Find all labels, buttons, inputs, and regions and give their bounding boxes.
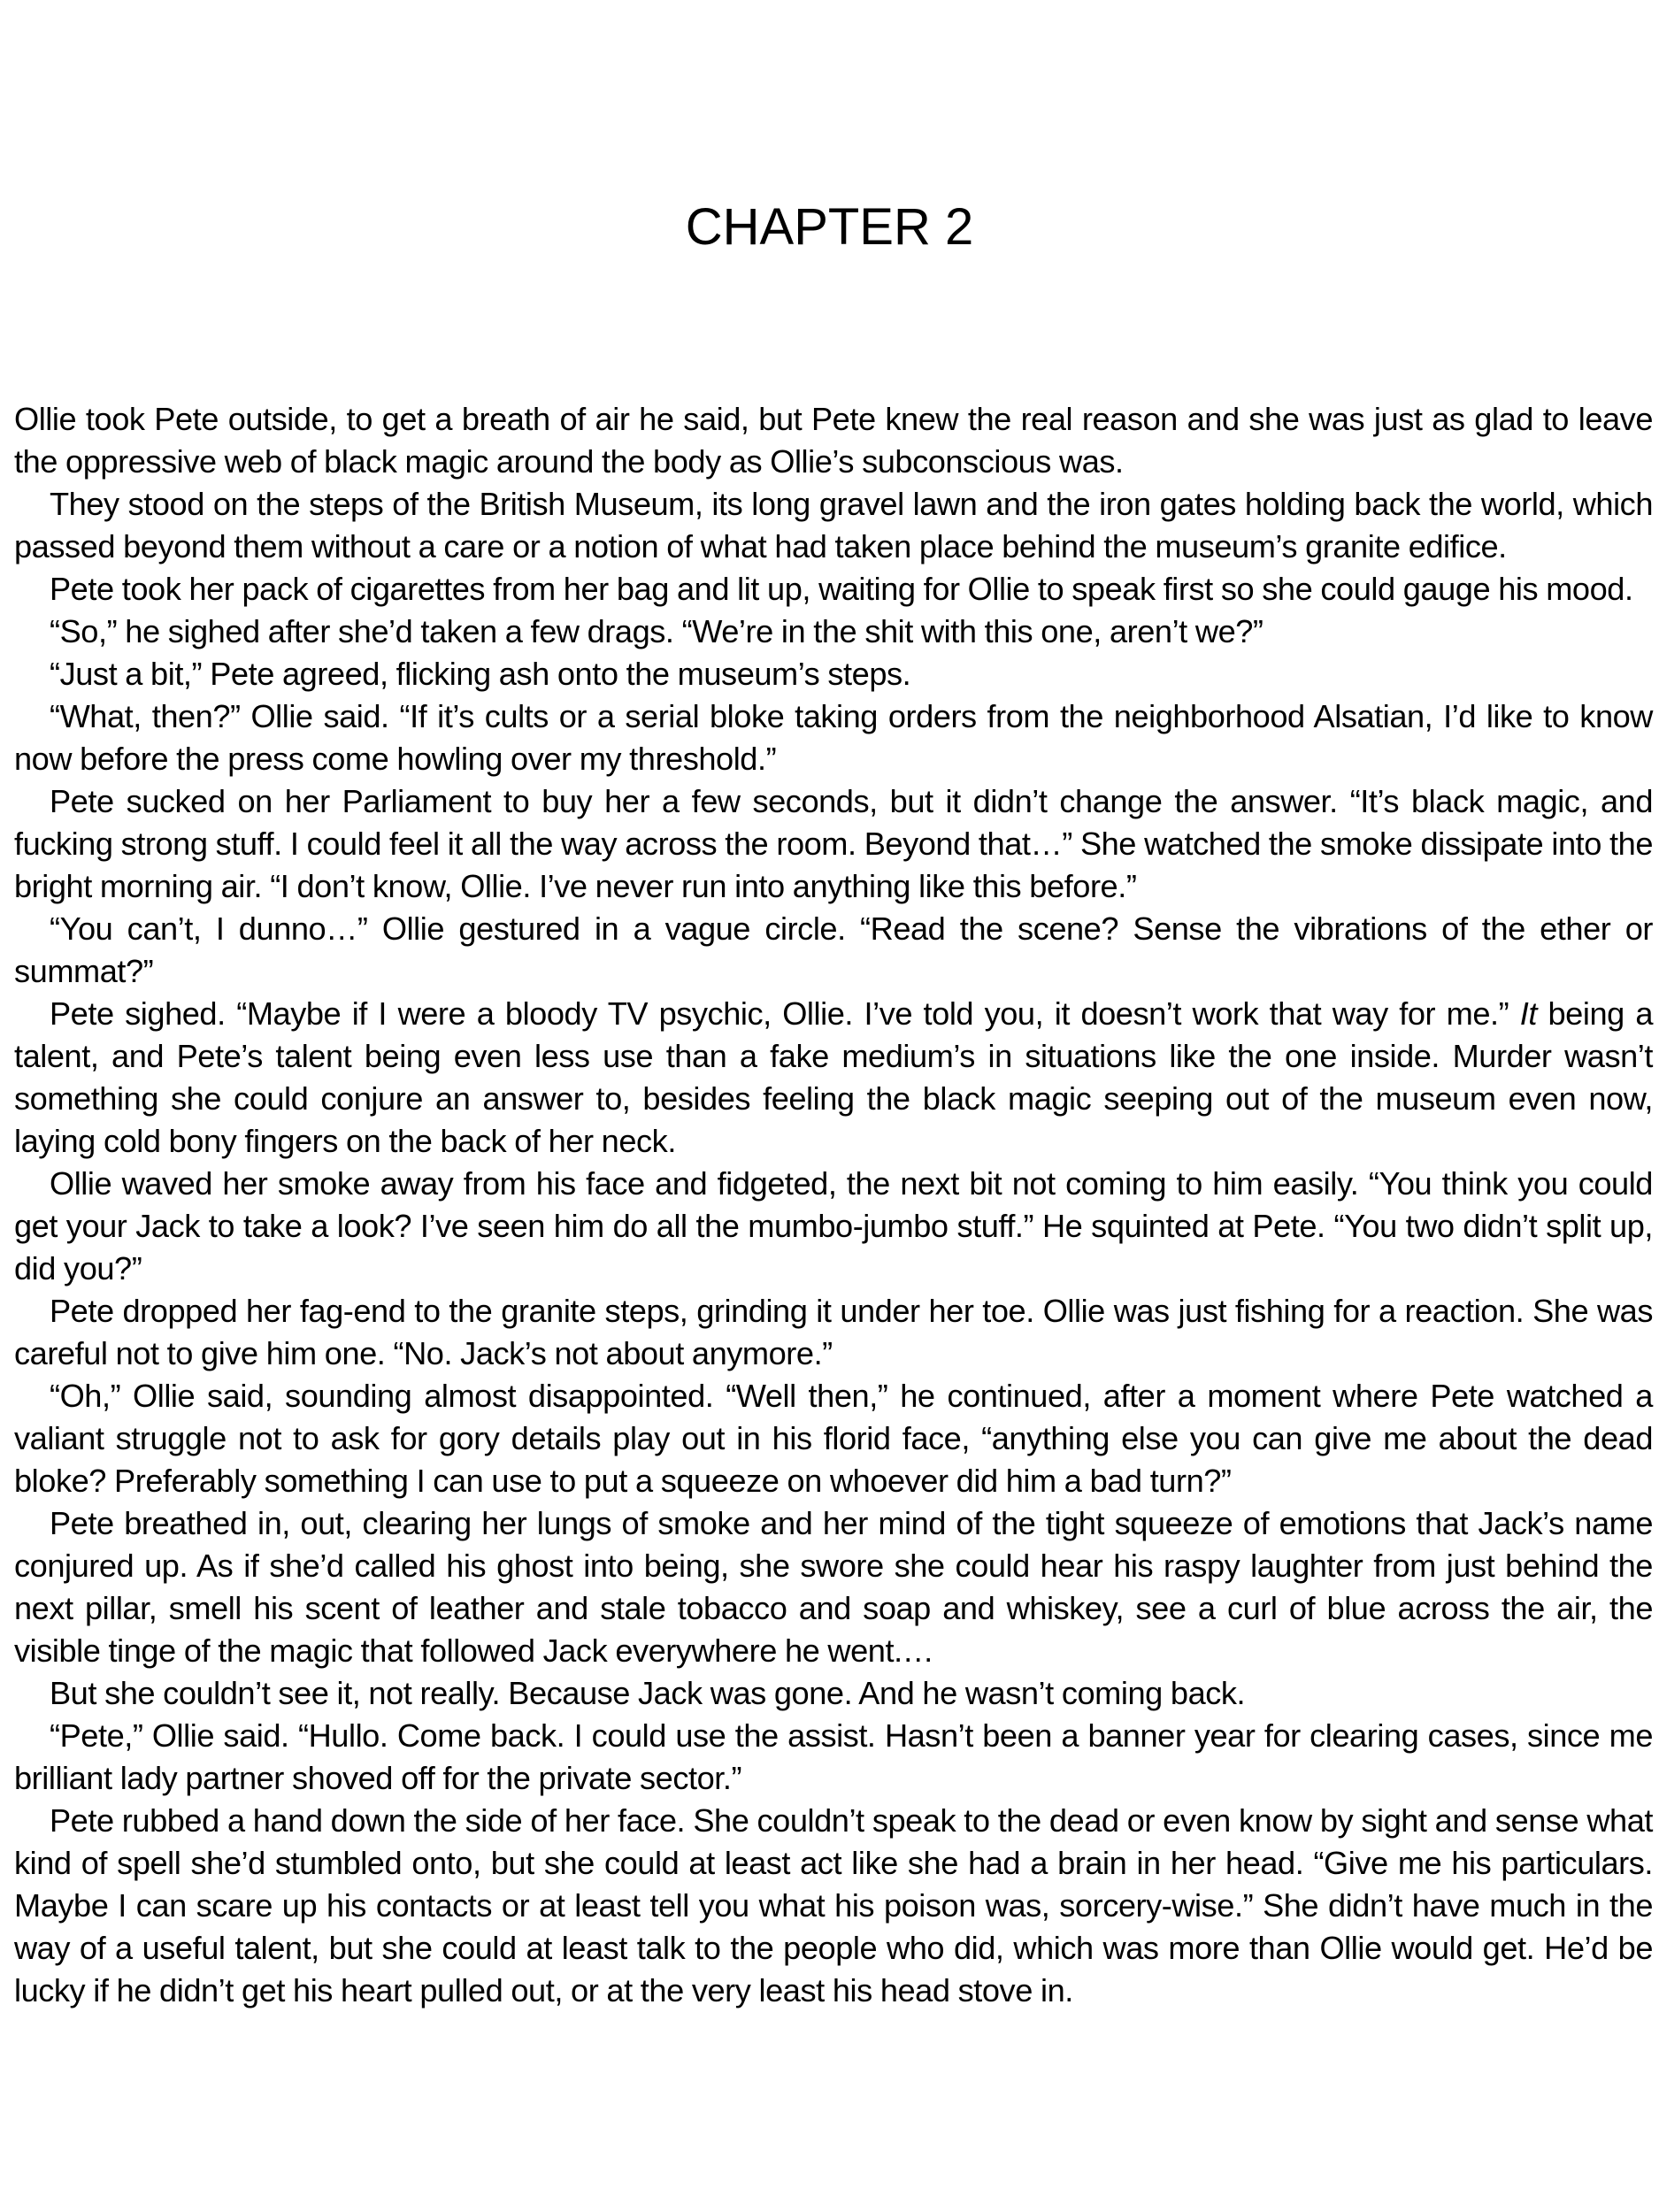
paragraph: They stood on the steps of the British Museum, its long gravel lawn and the iron gates holding back the world, which passed beyond them without a care or a notion of what had taken place behind the museum’s granite edifice.: [14, 486, 1653, 565]
paragraph-with-italic: [14, 993, 1653, 1163]
paragraph: Ollie waved her smoke away from his face and fidgeted, the next bit not coming to him easily. “You think you could get your Jack to take a look? I’ve seen him do all the mumbo-jumbo stuff.” He squinted at Pete. “You two didn’t split up, did you?”: [14, 1165, 1653, 1286]
paragraph: “You can’t, I dunno…” Ollie gestured in a vague circle. “Read the scene? Sense the vibrations of the ether or summat?”: [14, 910, 1653, 989]
paragraph: But she couldn’t see it, not really. Because Jack was gone. And he wasn’t coming back.: [50, 1675, 1246, 1711]
paragraph-text-before: Pete sighed. “Maybe if I were a bloody TV psychic, Ollie. I’ve told you, it doesn’t work that way for me.”: [50, 995, 1520, 1032]
paragraph: Pete sucked on her Parliament to buy her a few seconds, but it didn’t change the answer. “It’s black magic, and fucking strong stuff. I could feel it all the way across the room. Beyond that…” She watched the smoke dissipate into the bright morning air. “I don’t know, Ollie. I’ve never run into anything like this before.”: [14, 783, 1653, 904]
paragraph: Pete took her pack of cigarettes from her bag and lit up, waiting for Ollie to speak first so she could gauge his mood.: [50, 571, 1633, 607]
paragraph: Pete dropped her fag-end to the granite steps, grinding it under her toe. Ollie was just fishing for a reaction. She was careful not to give him one. “No. Jack’s not about anymore.”: [14, 1293, 1653, 1371]
paragraph: Ollie took Pete outside, to get a breath of air he said, but Pete knew the real reason and she was just as glad to leave the oppressive web of black magic around the body as Ollie’s subconscious was.: [14, 401, 1653, 480]
chapter-body: [14, 398, 1653, 2012]
paragraph: “So,” he sighed after she’d taken a few drags. “We’re in the shit with this one, aren’t we?”: [50, 613, 1263, 649]
paragraph: “Oh,” Ollie said, sounding almost disappointed. “Well then,” he continued, after a moment where Pete watched a valiant struggle not to ask for gory details play out in his florid face, “anything else you can give me about the dead bloke? Preferably something I can use to put a squeeze on whoever did him a bad turn?”: [14, 1378, 1653, 1499]
paragraph-text-after: being a talent, and Pete’s talent being even less use than a fake medium’s in situations like the one inside. Murder wasn’t something she could conjure an answer to, besides feeling the black magic seeping out of the museum even now, laying cold bony fingers on the back of her neck.: [14, 995, 1653, 1159]
paragraph: “What, then?” Ollie said. “If it’s cults or a serial bloke taking orders from the neighborhood Alsatian, I’d like to know now before the press come howling over my threshold.”: [14, 698, 1653, 777]
paragraph: “Pete,” Ollie said. “Hullo. Come back. I could use the assist. Hasn’t been a banner year for clearing cases, since me brilliant lady partner shoved off for the private sector.”: [14, 1717, 1653, 1796]
paragraph: Pete rubbed a hand down the side of her face. She couldn’t speak to the dead or even know by sight and sense what kind of spell she’d stumbled onto, but she could at least act like she had a brain in her head. “Give me his particulars. Maybe I can scare up his contacts or at least tell you what his poison was, sorcery-wise.” She didn’t have much in the way of a useful talent, but she could at least talk to the people who did, which was more than Ollie would get. He’d be lucky if he didn’t get his heart pulled out, or at the very least his head stove in.: [14, 1802, 1653, 2008]
paragraph: Pete breathed in, out, clearing her lungs of smoke and her mind of the tight squeeze of emotions that Jack’s name conjured up. As if she’d called his ghost into being, she swore she could hear his raspy laughter from just behind the next pillar, smell his scent of leather and stale tobacco and soap and whiskey, see a curl of blue across the air, the visible tinge of the magic that followed Jack everywhere he went.…: [14, 1505, 1653, 1669]
paragraph: “Just a bit,” Pete agreed, flicking ash onto the museum’s steps.: [50, 656, 911, 692]
chapter-title: CHAPTER 2: [685, 198, 974, 256]
italic-word: It: [1519, 995, 1537, 1032]
